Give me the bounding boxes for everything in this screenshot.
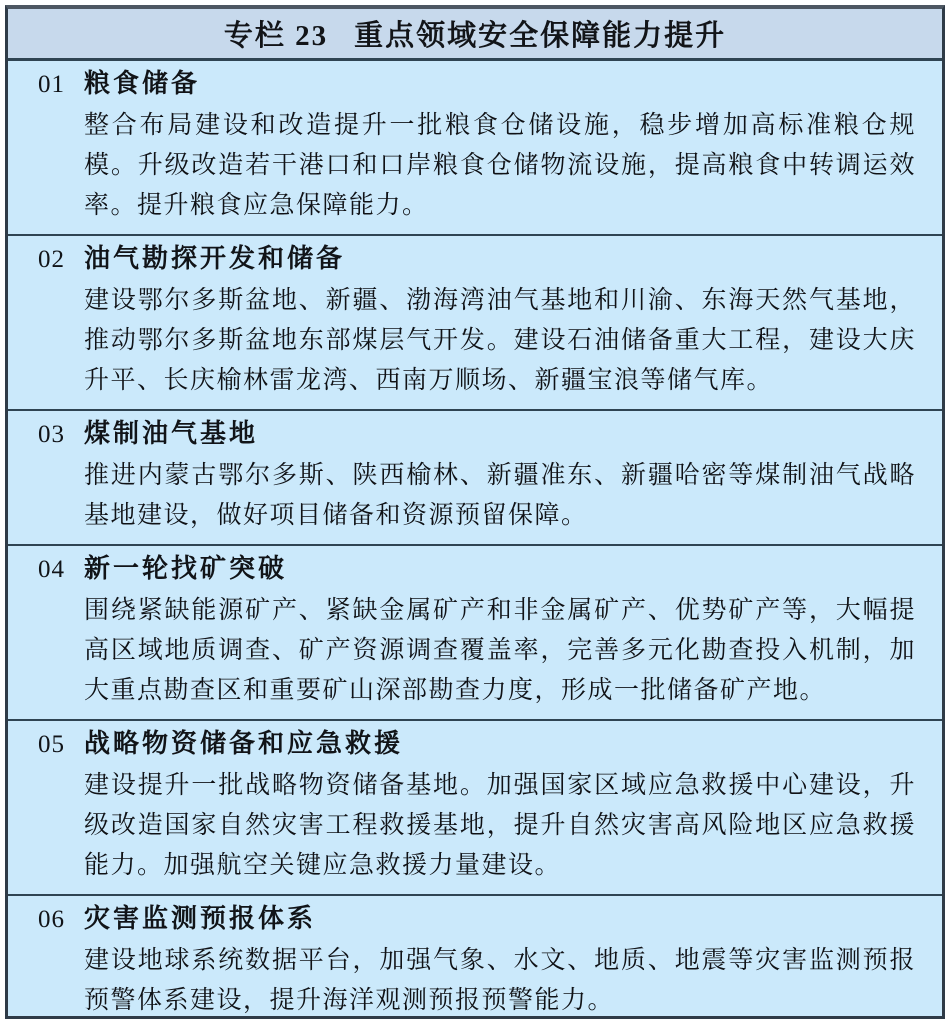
- section-number: 06: [38, 906, 65, 933]
- section-strategic-reserves-rescue: [8, 719, 942, 894]
- panel-box: [5, 5, 945, 1019]
- section-title: 粮食储备: [84, 69, 201, 98]
- section-title: 灾害监测预报体系: [84, 904, 317, 933]
- section-number: 03: [38, 421, 65, 448]
- section-grain-reserves: [8, 61, 942, 234]
- panel-header: [8, 9, 942, 61]
- section-number: 02: [38, 246, 65, 273]
- section-number: 01: [38, 71, 65, 98]
- section-body: 建设鄂尔多斯盆地、新疆、渤海湾油气基地和川渝、东海天然气基地，推动鄂尔多斯盆地东部煤层气开发。建设石油储备重大工程，建设大庆升平、长庆榆林雷龙湾、西南万顺场、新疆宝浪等储气库。: [84, 287, 916, 394]
- section-body: 建设提升一批战略物资储备基地。加强国家区域应急救援中心建设，升级改造国家自然灾害工程救援基地，提升自然灾害高风险地区应急救援能力。加强航空关键应急救援力量建设。: [84, 772, 916, 879]
- section-number: 04: [38, 556, 65, 583]
- section-body: 建设地球系统数据平台，加强气象、水文、地质、地震等灾害监测预报预警体系建设，提升海洋观测预报预警能力。: [84, 947, 916, 1014]
- section-coal-to-oil-gas-bases: [8, 409, 942, 544]
- section-heading: [38, 67, 916, 102]
- section-heading: [38, 552, 916, 587]
- section-title: 战略物资储备和应急救援: [84, 729, 404, 758]
- section-disaster-monitoring: [8, 894, 942, 1019]
- section-heading: [38, 417, 916, 452]
- section-body: 整合布局建设和改造提升一批粮食仓储设施，稳步增加高标准粮仓规模。升级改造若干港口和口岸粮食仓储物流设施，提高粮食中转调运效率。提升粮食应急保障能力。: [84, 112, 916, 219]
- section-body: 推进内蒙古鄂尔多斯、陕西榆林、新疆准东、新疆哈密等煤制油气战略基地建设，做好项目储备和资源预留保障。: [84, 462, 916, 529]
- section-body: 围绕紧缺能源矿产、紧缺金属矿产和非金属矿产、优势矿产等，大幅提高区域地质调查、矿产资源调查覆盖率，完善多元化勘查投入机制，加大重点勘查区和重要矿山深部勘查力度，形成一批储备矿产地。: [84, 597, 916, 704]
- section-mineral-prospecting: [8, 544, 942, 719]
- section-heading: [38, 727, 916, 762]
- panel-title: 重点领域安全保障能力提升: [354, 20, 727, 52]
- section-title: 新一轮找矿突破: [84, 554, 288, 583]
- section-heading: [38, 902, 916, 937]
- section-title: 煤制油气基地: [84, 419, 259, 448]
- section-oil-gas-exploration: [8, 234, 942, 409]
- section-title: 油气勘探开发和储备: [84, 244, 346, 273]
- section-number: 05: [38, 731, 65, 758]
- panel-label: 专栏 23: [223, 20, 329, 52]
- section-heading: [38, 242, 916, 277]
